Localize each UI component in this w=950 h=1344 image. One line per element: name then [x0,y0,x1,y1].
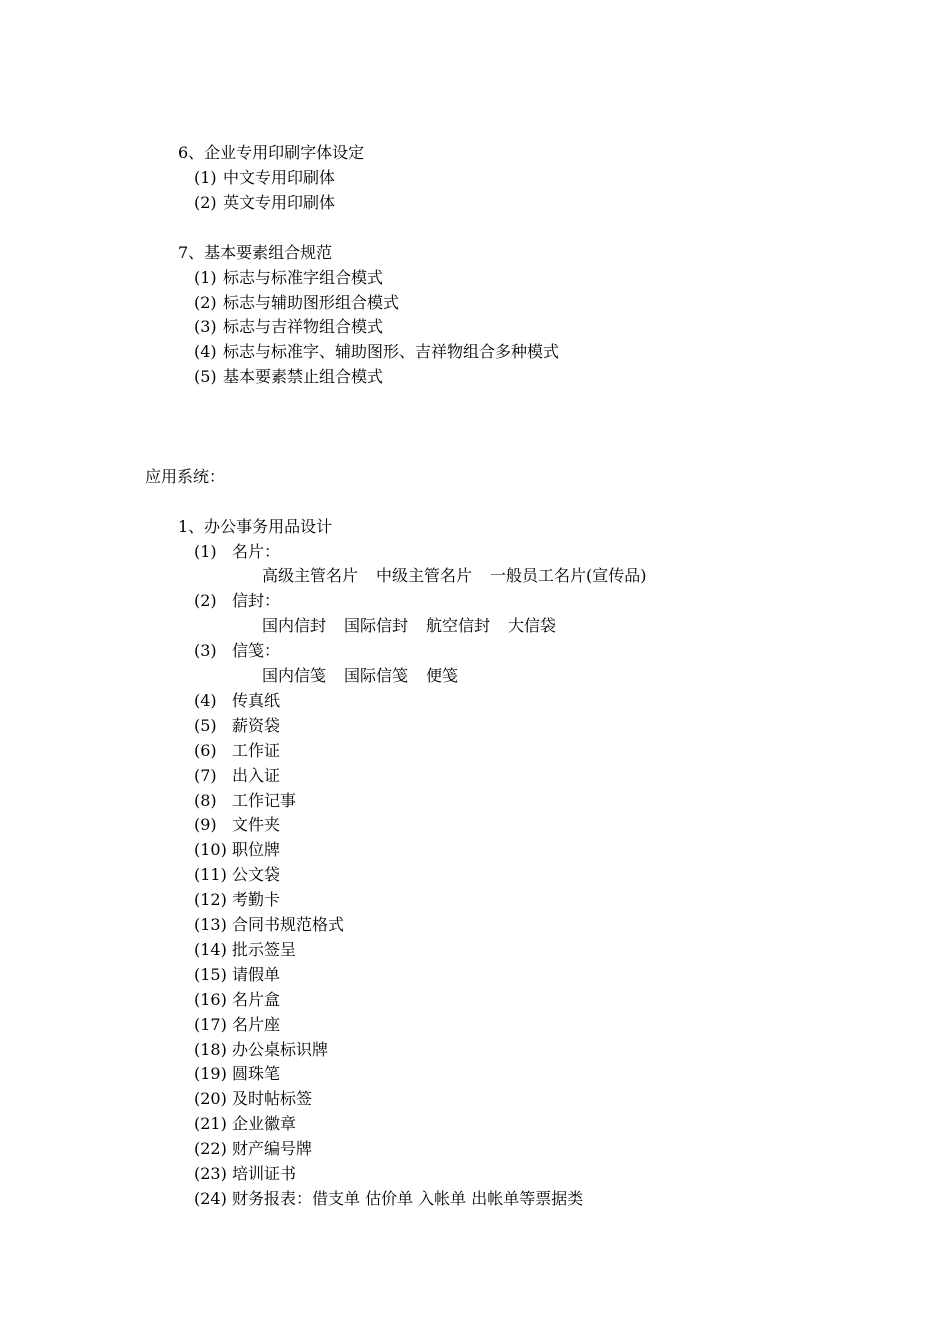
application-system-title: 应用系统： [145,467,226,486]
list-item: (22) 财产编号牌 [194,1139,313,1158]
list-item: (24) 财务报表：借支单 估价单 入帐单 出帐单等票据类 [194,1189,584,1208]
list-item: (5) 薪资袋 [194,716,281,735]
list-item: (10) 职位牌 [194,840,281,859]
sub-item-row: 高级主管名片 中级主管名片 一般员工名片(宣传品) [262,566,647,585]
list-item: (23) 培训证书 [194,1164,297,1183]
section-6-heading: 6、企业专用印刷字体设定 [178,143,365,162]
list-item: (2) 英文专用印刷体 [194,193,336,212]
list-item: (6) 工作证 [194,741,281,760]
list-item: (8) 工作记事 [194,791,297,810]
list-item: (19) 圆珠笔 [194,1064,281,1083]
section-7-heading: 7、基本要素组合规范 [178,243,333,262]
sub-item-row: 国内信笺 国际信笺 便笺 [262,666,459,685]
list-item: (2) 标志与辅助图形组合模式 [194,293,400,312]
list-item: (20) 及时帖标签 [194,1089,313,1108]
sub-item-row: 国内信封 国际信封 航空信封 大信袋 [262,616,557,635]
list-item: (4) 标志与标准字、辅助图形、吉祥物组合多种模式 [194,342,560,361]
list-item: (3) 标志与吉祥物组合模式 [194,317,384,336]
section-1-heading: 1、办公事务用品设计 [178,517,333,536]
list-item: (4) 传真纸 [194,691,281,710]
list-item: (16) 名片盒 [194,990,281,1009]
list-item: (5) 基本要素禁止组合模式 [194,367,384,386]
list-item-letter-paper: (3) 信笺： [194,641,281,660]
list-item: (7) 出入证 [194,766,281,785]
list-item: (1) 标志与标准字组合模式 [194,268,384,287]
list-item: (13) 合同书规范格式 [194,915,345,934]
list-item: (1) 中文专用印刷体 [194,168,336,187]
list-item-envelope: (2) 信封： [194,591,281,610]
list-item: (18) 办公桌标识牌 [194,1040,329,1059]
list-item: (15) 请假单 [194,965,281,984]
list-item: (12) 考勤卡 [194,890,281,909]
list-item: (21) 企业徽章 [194,1114,297,1133]
list-item: (14) 批示签呈 [194,940,297,959]
list-item: (17) 名片座 [194,1015,281,1034]
list-item: (9) 文件夹 [194,815,281,834]
list-item-business-card: (1) 名片： [194,542,281,561]
list-item: (11) 公文袋 [194,865,281,884]
